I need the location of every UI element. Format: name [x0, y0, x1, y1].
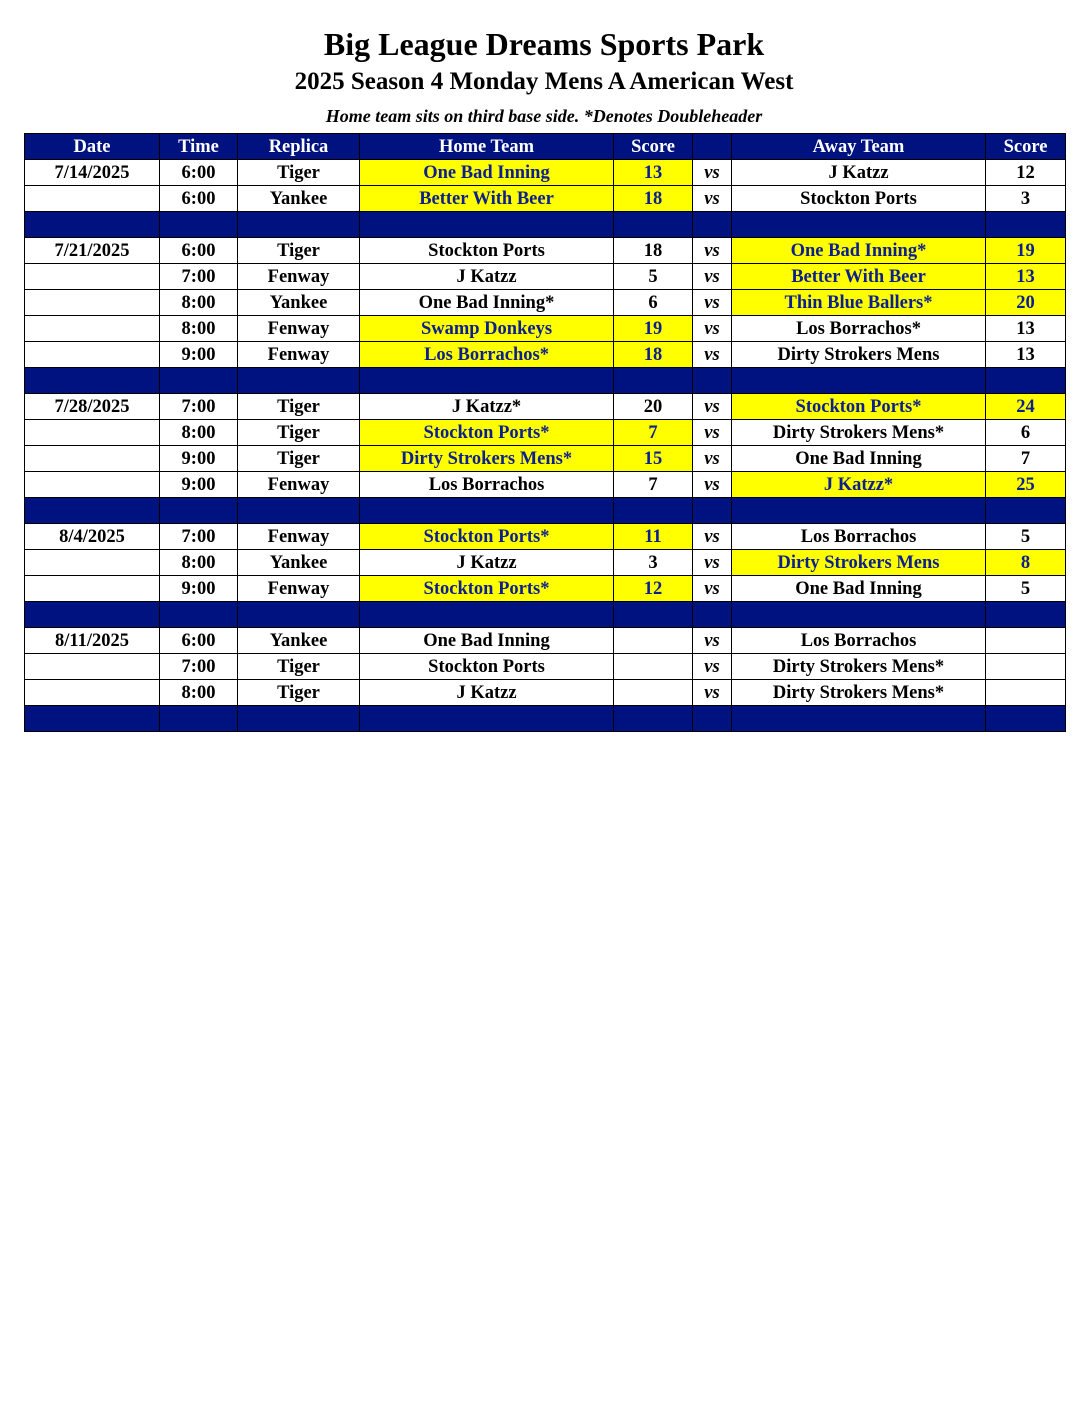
table-row: [25, 290, 1066, 316]
col-header-vs: [693, 134, 732, 160]
home-score-cell: 6: [614, 290, 693, 316]
date-cell: [25, 186, 160, 212]
separator-cell: [614, 706, 693, 732]
home-score-cell: [614, 654, 693, 680]
home-team-cell: Los Borrachos: [360, 472, 614, 498]
away-score-cell: 20: [986, 290, 1066, 316]
time-cell: 8:00: [160, 680, 238, 706]
col-header-time: Time: [160, 134, 238, 160]
separator-cell: [732, 368, 986, 394]
away-team-cell: Dirty Strokers Mens*: [732, 420, 986, 446]
replica-cell: Tiger: [238, 654, 360, 680]
table-row: [25, 628, 1066, 654]
table-row: [25, 550, 1066, 576]
col-header-home-score: Score: [614, 134, 693, 160]
separator-cell: [693, 498, 732, 524]
away-score-cell: 5: [986, 576, 1066, 602]
time-cell: 7:00: [160, 654, 238, 680]
col-header-home-team: Home Team: [360, 134, 614, 160]
time-cell: 9:00: [160, 446, 238, 472]
away-team-cell: Stockton Ports: [732, 186, 986, 212]
separator-cell: [25, 212, 160, 238]
away-score-cell: 5: [986, 524, 1066, 550]
table-row: [25, 446, 1066, 472]
separator-cell: [25, 706, 160, 732]
replica-cell: Fenway: [238, 524, 360, 550]
home-team-cell: J Katzz: [360, 264, 614, 290]
date-cell: [25, 316, 160, 342]
vs-cell: vs: [693, 420, 732, 446]
separator-cell: [614, 602, 693, 628]
replica-cell: Fenway: [238, 472, 360, 498]
date-cell: [25, 290, 160, 316]
separator-cell: [25, 602, 160, 628]
schedule-note: Home team sits on third base side. *Denotes Doubleheader: [325, 106, 763, 126]
away-score-cell: 12: [986, 160, 1066, 186]
vs-cell: vs: [693, 446, 732, 472]
date-cell: [25, 550, 160, 576]
time-cell: 6:00: [160, 160, 238, 186]
away-team-cell: One Bad Inning*: [732, 238, 986, 264]
separator-cell: [986, 602, 1066, 628]
date-cell: [25, 654, 160, 680]
home-team-cell: One Bad Inning: [360, 160, 614, 186]
time-cell: 6:00: [160, 238, 238, 264]
home-score-cell: 12: [614, 576, 693, 602]
replica-cell: Tiger: [238, 394, 360, 420]
week-separator-row: [25, 602, 1066, 628]
separator-cell: [693, 706, 732, 732]
date-cell: [25, 576, 160, 602]
week-separator-row: [25, 212, 1066, 238]
separator-cell: [360, 602, 614, 628]
replica-cell: Fenway: [238, 316, 360, 342]
away-team-cell: Thin Blue Ballers*: [732, 290, 986, 316]
home-team-cell: Dirty Strokers Mens*: [360, 446, 614, 472]
separator-cell: [238, 368, 360, 394]
home-score-cell: [614, 628, 693, 654]
separator-cell: [238, 602, 360, 628]
home-score-cell: 15: [614, 446, 693, 472]
home-team-cell: Stockton Ports: [360, 654, 614, 680]
away-score-cell: [986, 680, 1066, 706]
replica-cell: Tiger: [238, 446, 360, 472]
home-score-cell: 7: [614, 472, 693, 498]
away-team-cell: Dirty Strokers Mens*: [732, 680, 986, 706]
time-cell: 8:00: [160, 316, 238, 342]
away-score-cell: [986, 628, 1066, 654]
away-team-cell: Los Borrachos: [732, 524, 986, 550]
table-row: [25, 680, 1066, 706]
week-separator-row: [25, 368, 1066, 394]
home-score-cell: 5: [614, 264, 693, 290]
away-team-cell: Los Borrachos: [732, 628, 986, 654]
page-subtitle: 2025 Season 4 Monday Mens A American West: [294, 68, 794, 95]
week-separator-row: [25, 706, 1066, 732]
table-row: [25, 472, 1066, 498]
vs-cell: vs: [693, 524, 732, 550]
schedule-body: [25, 160, 1066, 732]
table-row: [25, 264, 1066, 290]
away-score-cell: 25: [986, 472, 1066, 498]
time-cell: 8:00: [160, 420, 238, 446]
date-cell: [25, 680, 160, 706]
separator-cell: [693, 602, 732, 628]
page-title: Big League Dreams Sports Park: [323, 26, 765, 62]
away-team-cell: One Bad Inning: [732, 576, 986, 602]
date-cell: 7/14/2025: [25, 160, 160, 186]
vs-cell: vs: [693, 550, 732, 576]
separator-cell: [614, 212, 693, 238]
table-row: [25, 238, 1066, 264]
home-team-cell: Stockton Ports*: [360, 420, 614, 446]
away-team-cell: Dirty Strokers Mens: [732, 342, 986, 368]
table-row: [25, 160, 1066, 186]
away-score-cell: 8: [986, 550, 1066, 576]
table-row: [25, 420, 1066, 446]
replica-cell: Fenway: [238, 264, 360, 290]
time-cell: 6:00: [160, 628, 238, 654]
replica-cell: Yankee: [238, 550, 360, 576]
vs-cell: vs: [693, 654, 732, 680]
separator-cell: [25, 498, 160, 524]
home-score-cell: 18: [614, 342, 693, 368]
vs-cell: vs: [693, 394, 732, 420]
date-cell: [25, 446, 160, 472]
away-score-cell: 13: [986, 264, 1066, 290]
away-team-cell: Dirty Strokers Mens*: [732, 654, 986, 680]
home-score-cell: 11: [614, 524, 693, 550]
separator-cell: [986, 706, 1066, 732]
separator-cell: [238, 212, 360, 238]
away-team-cell: Los Borrachos*: [732, 316, 986, 342]
separator-cell: [160, 498, 238, 524]
home-team-cell: J Katzz*: [360, 394, 614, 420]
schedule-table: [24, 133, 1066, 732]
table-row: [25, 654, 1066, 680]
away-team-cell: Stockton Ports*: [732, 394, 986, 420]
vs-cell: vs: [693, 680, 732, 706]
col-header-replica: Replica: [238, 134, 360, 160]
away-team-cell: J Katzz: [732, 160, 986, 186]
home-team-cell: One Bad Inning: [360, 628, 614, 654]
vs-cell: vs: [693, 628, 732, 654]
vs-cell: vs: [693, 342, 732, 368]
away-score-cell: 19: [986, 238, 1066, 264]
date-cell: [25, 264, 160, 290]
replica-cell: Tiger: [238, 680, 360, 706]
time-cell: 9:00: [160, 472, 238, 498]
separator-cell: [732, 602, 986, 628]
separator-cell: [614, 368, 693, 394]
away-team-cell: Dirty Strokers Mens: [732, 550, 986, 576]
separator-cell: [160, 602, 238, 628]
replica-cell: Tiger: [238, 238, 360, 264]
replica-cell: Yankee: [238, 628, 360, 654]
home-team-cell: Stockton Ports*: [360, 524, 614, 550]
vs-cell: vs: [693, 576, 732, 602]
time-cell: 9:00: [160, 342, 238, 368]
vs-cell: vs: [693, 264, 732, 290]
replica-cell: Tiger: [238, 420, 360, 446]
home-team-cell: Stockton Ports: [360, 238, 614, 264]
vs-cell: vs: [693, 160, 732, 186]
replica-cell: Tiger: [238, 160, 360, 186]
table-row: [25, 394, 1066, 420]
vs-cell: vs: [693, 238, 732, 264]
vs-cell: vs: [693, 290, 732, 316]
home-team-cell: Swamp Donkeys: [360, 316, 614, 342]
date-cell: [25, 342, 160, 368]
home-team-cell: Better With Beer: [360, 186, 614, 212]
col-header-away-team: Away Team: [732, 134, 986, 160]
away-score-cell: 3: [986, 186, 1066, 212]
time-cell: 7:00: [160, 264, 238, 290]
date-cell: 8/11/2025: [25, 628, 160, 654]
time-cell: 8:00: [160, 290, 238, 316]
separator-cell: [360, 368, 614, 394]
table-row: [25, 342, 1066, 368]
time-cell: 8:00: [160, 550, 238, 576]
time-cell: 7:00: [160, 524, 238, 550]
date-cell: 8/4/2025: [25, 524, 160, 550]
date-cell: 7/21/2025: [25, 238, 160, 264]
separator-cell: [986, 212, 1066, 238]
home-score-cell: 13: [614, 160, 693, 186]
home-score-cell: 7: [614, 420, 693, 446]
separator-cell: [614, 498, 693, 524]
separator-cell: [693, 212, 732, 238]
vs-cell: vs: [693, 186, 732, 212]
col-header-date: Date: [25, 134, 160, 160]
date-cell: [25, 472, 160, 498]
home-score-cell: 20: [614, 394, 693, 420]
date-cell: [25, 420, 160, 446]
replica-cell: Fenway: [238, 342, 360, 368]
home-team-cell: One Bad Inning*: [360, 290, 614, 316]
home-team-cell: J Katzz: [360, 680, 614, 706]
away-team-cell: J Katzz*: [732, 472, 986, 498]
week-separator-row: [25, 498, 1066, 524]
separator-cell: [360, 498, 614, 524]
table-row: [25, 186, 1066, 212]
separator-cell: [238, 706, 360, 732]
away-team-cell: One Bad Inning: [732, 446, 986, 472]
vs-cell: vs: [693, 472, 732, 498]
away-score-cell: 13: [986, 342, 1066, 368]
separator-cell: [160, 212, 238, 238]
separator-cell: [360, 706, 614, 732]
home-score-cell: 18: [614, 238, 693, 264]
replica-cell: Fenway: [238, 576, 360, 602]
time-cell: 6:00: [160, 186, 238, 212]
home-team-cell: J Katzz: [360, 550, 614, 576]
away-team-cell: Better With Beer: [732, 264, 986, 290]
home-score-cell: 18: [614, 186, 693, 212]
away-score-cell: [986, 654, 1066, 680]
time-cell: 9:00: [160, 576, 238, 602]
separator-cell: [238, 498, 360, 524]
time-cell: 7:00: [160, 394, 238, 420]
away-score-cell: 7: [986, 446, 1066, 472]
away-score-cell: 24: [986, 394, 1066, 420]
date-cell: 7/28/2025: [25, 394, 160, 420]
home-score-cell: [614, 680, 693, 706]
table-row: [25, 316, 1066, 342]
separator-cell: [360, 212, 614, 238]
separator-cell: [693, 368, 732, 394]
replica-cell: Yankee: [238, 186, 360, 212]
col-header-away-score: Score: [986, 134, 1066, 160]
separator-cell: [986, 368, 1066, 394]
separator-cell: [160, 368, 238, 394]
separator-cell: [25, 368, 160, 394]
separator-cell: [160, 706, 238, 732]
away-score-cell: 6: [986, 420, 1066, 446]
separator-cell: [732, 212, 986, 238]
separator-cell: [986, 498, 1066, 524]
table-row: [25, 524, 1066, 550]
home-score-cell: 19: [614, 316, 693, 342]
vs-cell: vs: [693, 316, 732, 342]
home-score-cell: 3: [614, 550, 693, 576]
table-row: [25, 576, 1066, 602]
separator-cell: [732, 498, 986, 524]
home-team-cell: Stockton Ports*: [360, 576, 614, 602]
away-score-cell: 13: [986, 316, 1066, 342]
separator-cell: [732, 706, 986, 732]
table-header-row: [25, 134, 1066, 160]
home-team-cell: Los Borrachos*: [360, 342, 614, 368]
replica-cell: Yankee: [238, 290, 360, 316]
